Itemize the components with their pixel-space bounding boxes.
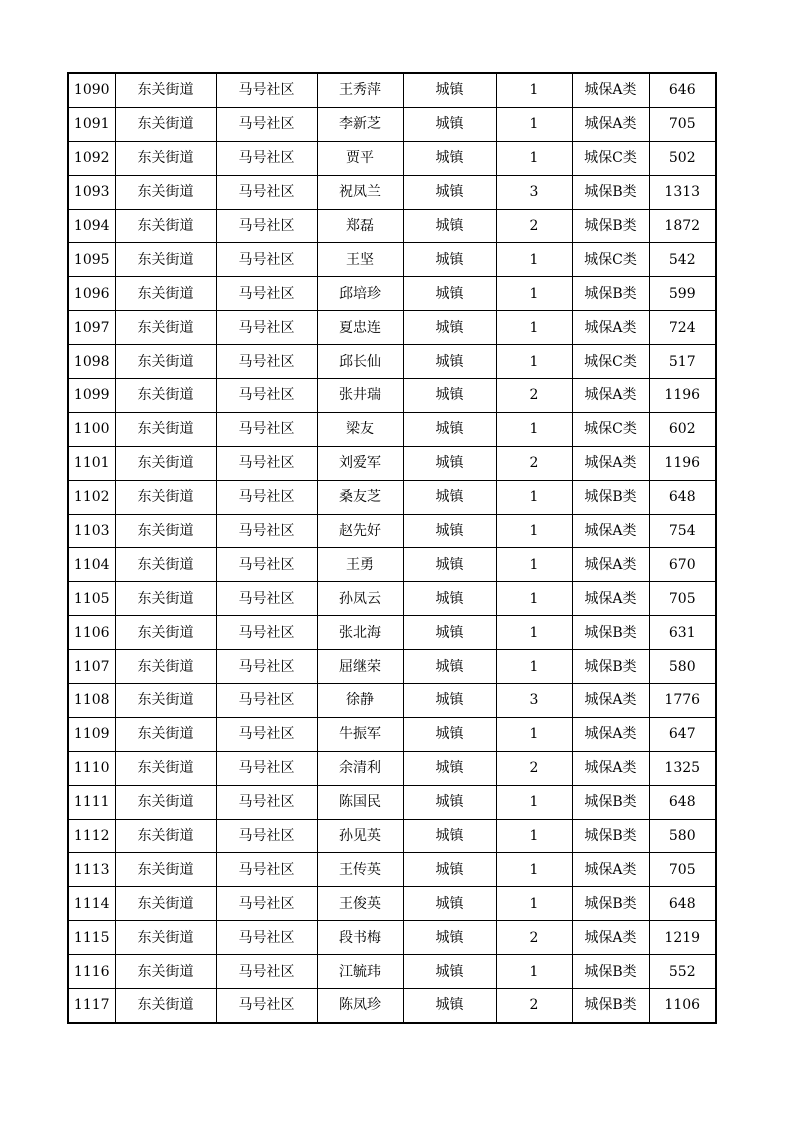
row-number-cell: 1102	[68, 480, 115, 514]
household-size-cell: 2	[496, 989, 572, 1023]
residence-type-cell: 城镇	[403, 379, 496, 413]
household-size-cell: 1	[496, 819, 572, 853]
assistance-category-cell: 城保A类	[572, 582, 649, 616]
amount-cell: 1313	[649, 175, 716, 209]
amount-cell: 599	[649, 277, 716, 311]
name-cell: 邱长仙	[317, 345, 403, 379]
community-cell: 马号社区	[216, 345, 317, 379]
subdistrict-cell: 东关街道	[115, 616, 216, 650]
table-row	[68, 73, 716, 107]
subdistrict-cell: 东关街道	[115, 819, 216, 853]
row-number-cell: 1094	[68, 209, 115, 243]
table-row	[68, 717, 716, 751]
name-cell: 余清利	[317, 751, 403, 785]
assistance-category-cell: 城保B类	[572, 785, 649, 819]
name-cell: 李新芝	[317, 107, 403, 141]
amount-cell: 542	[649, 243, 716, 277]
name-cell: 梁友	[317, 412, 403, 446]
household-size-cell: 1	[496, 480, 572, 514]
amount-cell: 648	[649, 785, 716, 819]
household-size-cell: 1	[496, 73, 572, 107]
residence-type-cell: 城镇	[403, 921, 496, 955]
subdistrict-cell: 东关街道	[115, 548, 216, 582]
subdistrict-cell: 东关街道	[115, 209, 216, 243]
table-row	[68, 277, 716, 311]
subdistrict-cell: 东关街道	[115, 446, 216, 480]
table-row	[68, 955, 716, 989]
assistance-category-cell: 城保B类	[572, 989, 649, 1023]
assistance-category-cell: 城保B类	[572, 175, 649, 209]
table-row	[68, 412, 716, 446]
assistance-category-cell: 城保C类	[572, 345, 649, 379]
residence-type-cell: 城镇	[403, 684, 496, 718]
household-size-cell: 2	[496, 379, 572, 413]
row-number-cell: 1114	[68, 887, 115, 921]
name-cell: 赵先好	[317, 514, 403, 548]
table-row	[68, 785, 716, 819]
name-cell: 王秀萍	[317, 73, 403, 107]
table-row	[68, 175, 716, 209]
community-cell: 马号社区	[216, 480, 317, 514]
table-row	[68, 480, 716, 514]
assistance-category-cell: 城保A类	[572, 73, 649, 107]
row-number-cell: 1111	[68, 785, 115, 819]
residence-type-cell: 城镇	[403, 989, 496, 1023]
amount-cell: 670	[649, 548, 716, 582]
row-number-cell: 1104	[68, 548, 115, 582]
assistance-category-cell: 城保B类	[572, 480, 649, 514]
assistance-category-cell: 城保B类	[572, 819, 649, 853]
subdistrict-cell: 东关街道	[115, 412, 216, 446]
table-row	[68, 141, 716, 175]
assistance-category-cell: 城保A类	[572, 379, 649, 413]
name-cell: 夏忠连	[317, 311, 403, 345]
assistance-category-cell: 城保A类	[572, 446, 649, 480]
row-number-cell: 1110	[68, 751, 115, 785]
amount-cell: 705	[649, 107, 716, 141]
subdistrict-cell: 东关街道	[115, 582, 216, 616]
residence-type-cell: 城镇	[403, 141, 496, 175]
name-cell: 王俊英	[317, 887, 403, 921]
household-size-cell: 3	[496, 175, 572, 209]
name-cell: 陈凤珍	[317, 989, 403, 1023]
amount-cell: 552	[649, 955, 716, 989]
name-cell: 孙见英	[317, 819, 403, 853]
residence-type-cell: 城镇	[403, 717, 496, 751]
subdistrict-cell: 东关街道	[115, 175, 216, 209]
household-size-cell: 2	[496, 921, 572, 955]
name-cell: 王坚	[317, 243, 403, 277]
residence-type-cell: 城镇	[403, 175, 496, 209]
subdistrict-cell: 东关街道	[115, 379, 216, 413]
table-row	[68, 887, 716, 921]
name-cell: 郑磊	[317, 209, 403, 243]
assistance-category-cell: 城保A类	[572, 921, 649, 955]
subdistrict-cell: 东关街道	[115, 921, 216, 955]
amount-cell: 602	[649, 412, 716, 446]
amount-cell: 1106	[649, 989, 716, 1023]
table-row	[68, 616, 716, 650]
community-cell: 马号社区	[216, 955, 317, 989]
household-size-cell: 2	[496, 446, 572, 480]
residence-type-cell: 城镇	[403, 853, 496, 887]
row-number-cell: 1090	[68, 73, 115, 107]
row-number-cell: 1106	[68, 616, 115, 650]
household-size-cell: 1	[496, 243, 572, 277]
amount-cell: 1872	[649, 209, 716, 243]
assistance-category-cell: 城保B类	[572, 955, 649, 989]
amount-cell: 517	[649, 345, 716, 379]
subdistrict-cell: 东关街道	[115, 107, 216, 141]
assistance-category-cell: 城保A类	[572, 107, 649, 141]
row-number-cell: 1116	[68, 955, 115, 989]
subdistrict-cell: 东关街道	[115, 480, 216, 514]
community-cell: 马号社区	[216, 243, 317, 277]
table-row	[68, 989, 716, 1023]
table-row	[68, 446, 716, 480]
residence-type-cell: 城镇	[403, 412, 496, 446]
row-number-cell: 1115	[68, 921, 115, 955]
row-number-cell: 1108	[68, 684, 115, 718]
table-row	[68, 107, 716, 141]
residence-type-cell: 城镇	[403, 73, 496, 107]
subdistrict-cell: 东关街道	[115, 853, 216, 887]
household-size-cell: 1	[496, 141, 572, 175]
residence-type-cell: 城镇	[403, 277, 496, 311]
community-cell: 马号社区	[216, 582, 317, 616]
household-size-cell: 1	[496, 785, 572, 819]
table-row	[68, 209, 716, 243]
subdistrict-cell: 东关街道	[115, 277, 216, 311]
assistance-category-cell: 城保A类	[572, 853, 649, 887]
community-cell: 马号社区	[216, 311, 317, 345]
amount-cell: 580	[649, 819, 716, 853]
community-cell: 马号社区	[216, 548, 317, 582]
name-cell: 牛振军	[317, 717, 403, 751]
household-size-cell: 3	[496, 684, 572, 718]
name-cell: 陈国民	[317, 785, 403, 819]
residence-type-cell: 城镇	[403, 480, 496, 514]
amount-cell: 1219	[649, 921, 716, 955]
row-number-cell: 1099	[68, 379, 115, 413]
residence-type-cell: 城镇	[403, 243, 496, 277]
row-number-cell: 1101	[68, 446, 115, 480]
amount-cell: 1776	[649, 684, 716, 718]
household-size-cell: 1	[496, 887, 572, 921]
amount-cell: 724	[649, 311, 716, 345]
name-cell: 贾平	[317, 141, 403, 175]
subdistrict-cell: 东关街道	[115, 243, 216, 277]
community-cell: 马号社区	[216, 107, 317, 141]
community-cell: 马号社区	[216, 921, 317, 955]
name-cell: 刘爱军	[317, 446, 403, 480]
table-row	[68, 684, 716, 718]
residence-type-cell: 城镇	[403, 650, 496, 684]
subdistrict-cell: 东关街道	[115, 887, 216, 921]
name-cell: 邱培珍	[317, 277, 403, 311]
assistance-category-cell: 城保B类	[572, 887, 649, 921]
subdistrict-cell: 东关街道	[115, 73, 216, 107]
name-cell: 祝凤兰	[317, 175, 403, 209]
subdistrict-cell: 东关街道	[115, 717, 216, 751]
name-cell: 孙凤云	[317, 582, 403, 616]
household-size-cell: 1	[496, 955, 572, 989]
row-number-cell: 1100	[68, 412, 115, 446]
amount-cell: 648	[649, 480, 716, 514]
table-row	[68, 345, 716, 379]
row-number-cell: 1092	[68, 141, 115, 175]
community-cell: 马号社区	[216, 379, 317, 413]
row-number-cell: 1103	[68, 514, 115, 548]
residence-type-cell: 城镇	[403, 785, 496, 819]
subdistrict-cell: 东关街道	[115, 650, 216, 684]
table-row	[68, 650, 716, 684]
community-cell: 马号社区	[216, 887, 317, 921]
community-cell: 马号社区	[216, 684, 317, 718]
assistance-category-cell: 城保A类	[572, 684, 649, 718]
residence-type-cell: 城镇	[403, 345, 496, 379]
residence-type-cell: 城镇	[403, 751, 496, 785]
residence-type-cell: 城镇	[403, 819, 496, 853]
residence-type-cell: 城镇	[403, 887, 496, 921]
subsidy-roster-table	[67, 72, 717, 1024]
assistance-category-cell: 城保B类	[572, 209, 649, 243]
name-cell: 张北海	[317, 616, 403, 650]
name-cell: 张井瑞	[317, 379, 403, 413]
residence-type-cell: 城镇	[403, 107, 496, 141]
subdistrict-cell: 东关街道	[115, 989, 216, 1023]
row-number-cell: 1107	[68, 650, 115, 684]
name-cell: 王传英	[317, 853, 403, 887]
household-size-cell: 1	[496, 345, 572, 379]
household-size-cell: 2	[496, 751, 572, 785]
amount-cell: 646	[649, 73, 716, 107]
assistance-category-cell: 城保A类	[572, 717, 649, 751]
household-size-cell: 1	[496, 650, 572, 684]
residence-type-cell: 城镇	[403, 616, 496, 650]
row-number-cell: 1093	[68, 175, 115, 209]
community-cell: 马号社区	[216, 650, 317, 684]
community-cell: 马号社区	[216, 209, 317, 243]
amount-cell: 648	[649, 887, 716, 921]
household-size-cell: 1	[496, 616, 572, 650]
amount-cell: 1325	[649, 751, 716, 785]
residence-type-cell: 城镇	[403, 514, 496, 548]
community-cell: 马号社区	[216, 853, 317, 887]
row-number-cell: 1097	[68, 311, 115, 345]
table-row	[68, 819, 716, 853]
assistance-category-cell: 城保C类	[572, 243, 649, 277]
subdistrict-cell: 东关街道	[115, 751, 216, 785]
roster-body	[68, 73, 716, 1023]
household-size-cell: 1	[496, 277, 572, 311]
community-cell: 马号社区	[216, 73, 317, 107]
amount-cell: 502	[649, 141, 716, 175]
community-cell: 马号社区	[216, 277, 317, 311]
assistance-category-cell: 城保A类	[572, 514, 649, 548]
subdistrict-cell: 东关街道	[115, 955, 216, 989]
table-row	[68, 853, 716, 887]
household-size-cell: 1	[496, 717, 572, 751]
amount-cell: 705	[649, 853, 716, 887]
row-number-cell: 1112	[68, 819, 115, 853]
household-size-cell: 1	[496, 107, 572, 141]
assistance-category-cell: 城保A类	[572, 548, 649, 582]
row-number-cell: 1096	[68, 277, 115, 311]
community-cell: 马号社区	[216, 616, 317, 650]
residence-type-cell: 城镇	[403, 446, 496, 480]
amount-cell: 631	[649, 616, 716, 650]
household-size-cell: 1	[496, 582, 572, 616]
assistance-category-cell: 城保C类	[572, 412, 649, 446]
community-cell: 马号社区	[216, 175, 317, 209]
table-row	[68, 921, 716, 955]
household-size-cell: 1	[496, 412, 572, 446]
household-size-cell: 2	[496, 209, 572, 243]
table-row	[68, 311, 716, 345]
subdistrict-cell: 东关街道	[115, 345, 216, 379]
row-number-cell: 1095	[68, 243, 115, 277]
subdistrict-cell: 东关街道	[115, 684, 216, 718]
name-cell: 江毓玮	[317, 955, 403, 989]
community-cell: 马号社区	[216, 751, 317, 785]
residence-type-cell: 城镇	[403, 209, 496, 243]
subdistrict-cell: 东关街道	[115, 141, 216, 175]
community-cell: 马号社区	[216, 717, 317, 751]
community-cell: 马号社区	[216, 785, 317, 819]
residence-type-cell: 城镇	[403, 548, 496, 582]
amount-cell: 754	[649, 514, 716, 548]
community-cell: 马号社区	[216, 989, 317, 1023]
name-cell: 桑友芝	[317, 480, 403, 514]
amount-cell: 1196	[649, 379, 716, 413]
row-number-cell: 1098	[68, 345, 115, 379]
assistance-category-cell: 城保B类	[572, 650, 649, 684]
residence-type-cell: 城镇	[403, 582, 496, 616]
table-row	[68, 379, 716, 413]
household-size-cell: 1	[496, 514, 572, 548]
name-cell: 徐静	[317, 684, 403, 718]
amount-cell: 705	[649, 582, 716, 616]
residence-type-cell: 城镇	[403, 311, 496, 345]
amount-cell: 1196	[649, 446, 716, 480]
table-row	[68, 751, 716, 785]
amount-cell: 580	[649, 650, 716, 684]
name-cell: 段书梅	[317, 921, 403, 955]
community-cell: 马号社区	[216, 819, 317, 853]
subdistrict-cell: 东关街道	[115, 311, 216, 345]
household-size-cell: 1	[496, 853, 572, 887]
row-number-cell: 1109	[68, 717, 115, 751]
assistance-category-cell: 城保B类	[572, 616, 649, 650]
row-number-cell: 1113	[68, 853, 115, 887]
assistance-category-cell: 城保B类	[572, 277, 649, 311]
community-cell: 马号社区	[216, 514, 317, 548]
row-number-cell: 1105	[68, 582, 115, 616]
name-cell: 屈继荣	[317, 650, 403, 684]
subdistrict-cell: 东关街道	[115, 785, 216, 819]
residence-type-cell: 城镇	[403, 955, 496, 989]
name-cell: 王勇	[317, 548, 403, 582]
table-row	[68, 548, 716, 582]
household-size-cell: 1	[496, 311, 572, 345]
assistance-category-cell: 城保A类	[572, 311, 649, 345]
row-number-cell: 1091	[68, 107, 115, 141]
amount-cell: 647	[649, 717, 716, 751]
subdistrict-cell: 东关街道	[115, 514, 216, 548]
table-row	[68, 243, 716, 277]
assistance-category-cell: 城保A类	[572, 751, 649, 785]
table-row	[68, 582, 716, 616]
community-cell: 马号社区	[216, 446, 317, 480]
community-cell: 马号社区	[216, 141, 317, 175]
community-cell: 马号社区	[216, 412, 317, 446]
household-size-cell: 1	[496, 548, 572, 582]
assistance-category-cell: 城保C类	[572, 141, 649, 175]
table-row	[68, 514, 716, 548]
row-number-cell: 1117	[68, 989, 115, 1023]
